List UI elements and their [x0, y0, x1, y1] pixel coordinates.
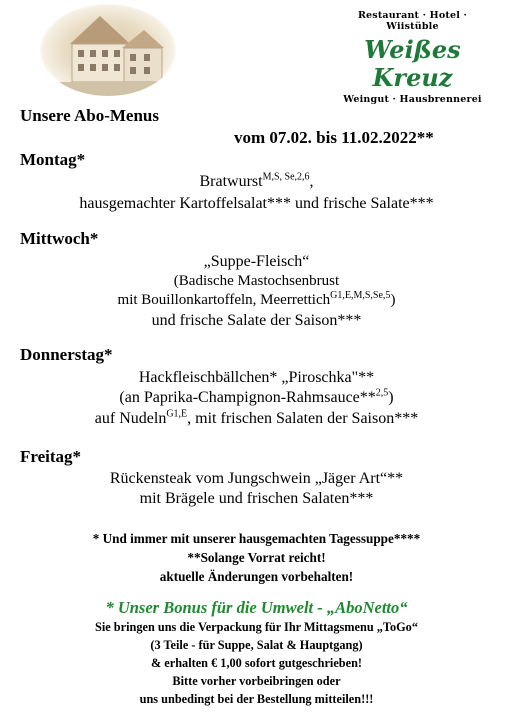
menu-line: und frische Salate der Saison*** [151, 312, 362, 329]
page-title: Unsere Abo-Menus [20, 106, 159, 125]
menu-line: Hackfleischbällchen* „Piroschka"** [138, 369, 375, 386]
bonus-line: Bitte vorher vorbeibringen oder [172, 674, 341, 688]
bonus-line: & erhalten € 1,00 sofort gutgeschrieben! [150, 656, 363, 670]
menu-line: mit Brägele und frischen Salaten*** [139, 490, 374, 507]
menu-line: auf Nudeln$^{G1,E}$, mit frischen Salaten der Saison*** [94, 408, 419, 427]
bonus-title: * Unser Bonus für die Umwelt - „AboNetto“ [105, 598, 408, 617]
menu-line: „Suppe-Fleisch“ [203, 253, 310, 270]
menu-line: hausgemachter Kartoffelsalat*** und frische Salate*** [79, 195, 434, 212]
menu-line: (Badische Mastochsenbrust [173, 273, 340, 289]
menu-line: Bratwurst$^{M,S, Se,2,6}$, [199, 171, 314, 190]
menu-line: (an Paprika-Champignon-Rahmsauce**$^{2,5}$) [119, 387, 394, 406]
bonus-line: Sie bringen uns die Verpackung für Ihr Mittagsmenu „ToGo“ [95, 620, 418, 634]
day-heading-montag: Montag* [20, 150, 86, 169]
brand-subtitle-bottom: Weingut · Hausbrennerei [343, 94, 482, 105]
brand-subtitle-top: Restaurant · Hotel · Wiistüble [357, 10, 468, 32]
bonus-line: (3 Teile - für Suppe, Salat & Hauptgang) [150, 638, 363, 652]
header [0, 0, 513, 105]
bonus-line: uns unbedingt bei der Bestellung mitteilen!!! [139, 692, 374, 706]
note-line: aktuelle Änderungen vorbehalten! [159, 569, 354, 584]
day-heading-freitag: Freitag* [20, 447, 82, 466]
note-line: **Solange Vorrat reicht! [187, 550, 326, 565]
date-range: vom 07.02. bis 11.02.2022** [234, 128, 434, 147]
note-line: * Und immer mit unserer hausgemachten Tagessuppe**** [92, 531, 421, 546]
day-heading-donnerstag: Donnerstag* [20, 345, 113, 364]
menu-line: mit Bouillonkartoffeln, Meerrettich$^{G1,E,M,S,Se,5}$) [117, 290, 396, 308]
hotel-building-image [40, 4, 176, 96]
brand-logo [330, 10, 495, 105]
day-heading-mittwoch: Mittwoch* [20, 229, 99, 248]
menu-line: Rückensteak vom Jungschwein „Jäger Art“** [109, 470, 404, 487]
hotel-building-icon [40, 4, 176, 96]
brand-name: Weißes Kreuz [364, 35, 461, 92]
